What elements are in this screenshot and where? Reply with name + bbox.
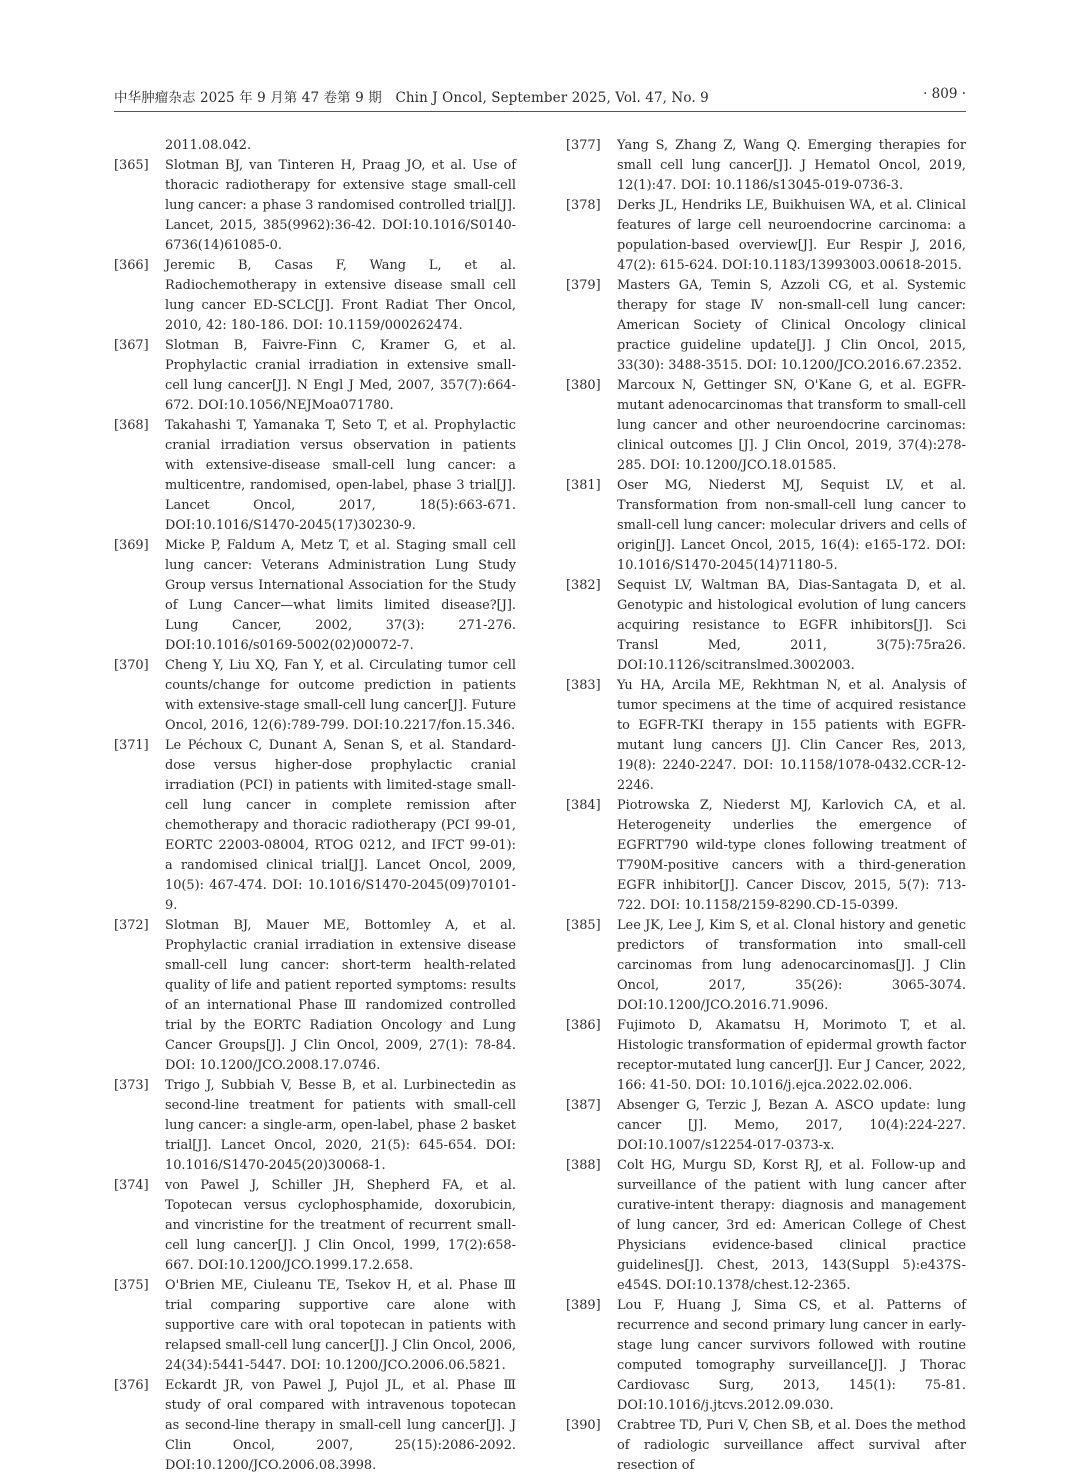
reference-item — [566, 796, 966, 916]
reference-item — [114, 416, 516, 536]
reference-number: [382] — [566, 578, 601, 593]
reference-text: von Pawel J, Schiller JH, Shepherd FA, et al. Topotecan versus cyclophosphamide, doxorubicin, and vincristine for the treatment of recurrent small-cell lung cancer[J]. J Clin Oncol, 1999, 17(2):658-667. DOI:10.1200/JCO.1999.17.2.658. — [165, 1178, 516, 1273]
reference-number: [380] — [566, 378, 601, 393]
reference-item — [114, 256, 516, 336]
reference-item — [114, 1376, 516, 1476]
reference-text: 2011.08.042. — [165, 138, 252, 153]
reference-column-left — [114, 136, 516, 1476]
reference-number: [384] — [566, 798, 601, 813]
reference-number: [388] — [566, 1158, 601, 1173]
reference-item — [114, 1176, 516, 1276]
reference-text: Oser MG, Niederst MJ, Sequist LV, et al. Transformation from non-small-cell lung cancer to small-cell lung cancer: molecular drivers and cells of origin[J]. Lancet Oncol, 2015, 16(4): e165-172. DOI: 10.1016/S1470-2045(14)71180-5. — [617, 478, 966, 573]
reference-item — [566, 916, 966, 1016]
reference-number: [379] — [566, 278, 601, 293]
reference-text: Le Péchoux C, Dunant A, Senan S, et al. Standard-dose versus higher-dose prophylactic cranial irradiation (PCI) in patients with limited-stage small-cell lung cancer in complete remission after chemotherapy and thoracic radiotherapy (PCI 99-01, EORTC 22003-08004, RTOG 0212, and IFCT 99-01): a randomised clinical trial[J]. Lancet Oncol, 2009, 10(5): 467-474. DOI: 10.1016/S1470-2045(09)70101-9. — [165, 738, 516, 913]
reference-item — [114, 736, 516, 916]
reference-number: [372] — [114, 918, 149, 933]
reference-item — [566, 276, 966, 376]
running-header — [114, 86, 966, 110]
reference-item — [566, 1296, 966, 1416]
reference-text: Micke P, Faldum A, Metz T, et al. Staging small cell lung cancer: Veterans Administration Lung Study Group versus International Association for the Study of Lung Cancer—what limits limited disease?[J]. Lung Cancer, 2002, 37(3): 271-276. DOI:10.1016/s0169-5002(02)00072-7. — [165, 538, 516, 653]
reference-item — [566, 676, 966, 796]
reference-item — [114, 536, 516, 656]
reference-number: [373] — [114, 1078, 149, 1093]
reference-text: Yu HA, Arcila ME, Rekhtman N, et al. Analysis of tumor specimens at the time of acquired resistance to EGFR-TKI therapy in 155 patients with EGFR-mutant lung cancers [J]. Clin Cancer Res, 2013, 19(8): 2240-2247. DOI: 10.1158/1078-0432.CCR-12-2246. — [617, 678, 966, 793]
header-rule — [114, 111, 966, 112]
reference-item — [114, 1276, 516, 1376]
reference-text: Fujimoto D, Akamatsu H, Morimoto T, et al. Histologic transformation of epidermal growth factor receptor-mutated lung cancer[J]. Eur J Cancer, 2022, 166: 41-50. DOI: 10.1016/j.ejca.2022.02.006. — [617, 1018, 966, 1093]
reference-number: [386] — [566, 1018, 601, 1033]
reference-text: Marcoux N, Gettinger SN, O'Kane G, et al. EGFR-mutant adenocarcinomas that transform to small-cell lung cancer and other neuroendocrine carcinomas: clinical outcomes [J]. J Clin Oncol, 2019, 37(4):278-285. DOI: 10.1200/JCO.18.01585. — [617, 378, 966, 473]
reference-text: Eckardt JR, von Pawel J, Pujol JL, et al. Phase Ⅲ study of oral compared with intravenous topotecan as second-line therapy in small-cell lung cancer[J]. J Clin Oncol, 2007, 25(15):2086-2092. DOI:10.1200/JCO.2006.08.3998. — [165, 1378, 516, 1473]
reference-item — [114, 916, 516, 1076]
reference-text: Masters GA, Temin S, Azzoli CG, et al. Systemic therapy for stage Ⅳ non-small-cell lung cancer: American Society of Clinical Oncology clinical practice guideline update[J]. J Clin Oncol, 2015, 33(30): 3488-3515. DOI: 10.1200/JCO.2016.67.2352. — [617, 278, 966, 373]
reference-text: Piotrowska Z, Niederst MJ, Karlovich CA, et al. Heterogeneity underlies the emergence of EGFRT790 wild-type clones following treatment of T790M-positive cancers with a third-generation EGFR inhibitor[J]. Cancer Discov, 2015, 5(7): 713-722. DOI: 10.1158/2159-8290.CD-15-0399. — [617, 798, 966, 913]
reference-item — [114, 656, 516, 736]
reference-number: [390] — [566, 1418, 601, 1433]
reference-item — [114, 156, 516, 256]
reference-number: [378] — [566, 198, 601, 213]
reference-number: [385] — [566, 918, 601, 933]
reference-number: [389] — [566, 1298, 601, 1313]
reference-item — [566, 1096, 966, 1156]
reference-item — [566, 1416, 966, 1476]
reference-text: Absenger G, Terzic J, Bezan A. ASCO update: lung cancer [J]. Memo, 2017, 10(4):224-227. DOI:10.1007/s12254-017-0373-x. — [617, 1098, 966, 1153]
reference-text: Jeremic B, Casas F, Wang L, et al. Radiochemotherapy in extensive disease small cell lung cancer ED-SCLC[J]. Front Radiat Ther Oncol, 2010, 42: 180-186. DOI: 10.1159/000262474. — [165, 258, 516, 333]
reference-item — [566, 576, 966, 676]
reference-item — [566, 136, 966, 196]
reference-text: O'Brien ME, Ciuleanu TE, Tsekov H, et al. Phase Ⅲ trial comparing supportive care alone with supportive care with oral topotecan in patients with relapsed small-cell lung cancer[J]. J Clin Oncol, 2006, 24(34):5441-5447. DOI: 10.1200/JCO.2006.06.5821. — [165, 1278, 516, 1373]
reference-text: Crabtree TD, Puri V, Chen SB, et al. Does the method of radiologic surveillance affect survival after resection of — [617, 1418, 966, 1473]
reference-item — [114, 136, 516, 156]
reference-item — [566, 476, 966, 576]
reference-number: [371] — [114, 738, 149, 753]
reference-text: Derks JL, Hendriks LE, Buikhuisen WA, et al. Clinical features of large cell neuroendocrine carcinoma: a population-based overview[J]. Eur Respir J, 2016, 47(2): 615-624. DOI:10.1183/13993003.00618-2015. — [617, 198, 966, 273]
reference-item — [566, 1016, 966, 1096]
reference-text: Takahashi T, Yamanaka T, Seto T, et al. Prophylactic cranial irradiation versus observation in patients with extensive-disease small-cell lung cancer: a multicentre, randomised, open-label, phase 3 trial[J]. Lancet Oncol, 2017, 18(5):663-671. DOI:10.1016/S1470-2045(17)30230-9. — [165, 418, 516, 533]
reference-number: [381] — [566, 478, 601, 493]
reference-number: [368] — [114, 418, 149, 433]
reference-text: Lou F, Huang J, Sima CS, et al. Patterns of recurrence and second primary lung cancer in early-stage lung cancer survivors followed with routine computed tomography surveillance[J]. J Thorac Cardiovasc Surg, 2013, 145(1): 75-81. DOI:10.1016/j.jtcvs.2012.09.030. — [617, 1298, 966, 1413]
reference-text: Cheng Y, Liu XQ, Fan Y, et al. Circulating tumor cell counts/change for outcome prediction in patients with extensive-stage small-cell lung cancer[J]. Future Oncol, 2016, 12(6):789-799. DOI:10.2217/fon.15.346. — [165, 658, 516, 733]
reference-text: Sequist LV, Waltman BA, Dias-Santagata D, et al. Genotypic and histological evolution of lung cancers acquiring resistance to EGFR inhibitors[J]. Sci Transl Med, 2011, 3(75):75ra26. DOI:10.1126/scitranslmed.3002003. — [617, 578, 966, 673]
reference-text: Slotman BJ, van Tinteren H, Praag JO, et al. Use of thoracic radiotherapy for extensive stage small-cell lung cancer: a phase 3 randomised controlled trial[J]. Lancet, 2015, 385(9962):36-42. DOI:10.1016/S0140-6736(14)61085-0. — [165, 158, 516, 253]
reference-number: [375] — [114, 1278, 149, 1293]
reference-number: [366] — [114, 258, 149, 273]
reference-text: Trigo J, Subbiah V, Besse B, et al. Lurbinectedin as second-line treatment for patients with small-cell lung cancer: a single-arm, open-label, phase 2 basket trial[J]. Lancet Oncol, 2020, 21(5): 645-654. DOI: 10.1016/S1470-2045(20)30068-1. — [165, 1078, 516, 1173]
reference-item — [114, 1076, 516, 1176]
reference-number: [377] — [566, 138, 601, 153]
reference-text: Colt HG, Murgu SD, Korst RJ, et al. Follow-up and surveillance of the patient with lung cancer after curative-intent therapy: diagnosis and management of lung cancer, 3rd ed: American College of Chest Physicians evidence-based clinical practice guidelines[J]. Chest, 2013, 143(Suppl 5):e437S-e454S. DOI:10.1378/chest.12-2365. — [617, 1158, 966, 1293]
reference-item — [566, 376, 966, 476]
reference-number: [383] — [566, 678, 601, 693]
reference-item — [114, 336, 516, 416]
reference-number: [365] — [114, 158, 149, 173]
reference-number: [376] — [114, 1378, 149, 1393]
reference-text: Slotman B, Faivre-Finn C, Kramer G, et al. Prophylactic cranial irradiation in extensive small-cell lung cancer[J]. N Engl J Med, 2007, 357(7):664-672. DOI:10.1056/NEJMoa071780. — [165, 338, 516, 413]
reference-item — [566, 196, 966, 276]
reference-column-right — [566, 136, 966, 1476]
reference-number: [387] — [566, 1098, 601, 1113]
reference-number: [367] — [114, 338, 149, 353]
reference-number: [370] — [114, 658, 149, 673]
reference-item — [566, 1156, 966, 1296]
reference-text: Lee JK, Lee J, Kim S, et al. Clonal history and genetic predictors of transformation into small-cell carcinomas from lung adenocarcinomas[J]. J Clin Oncol, 2017, 35(26): 3065-3074. DOI:10.1200/JCO.2016.71.9096. — [617, 918, 966, 1013]
page-number: · 809 · — [923, 86, 966, 102]
reference-number: [374] — [114, 1178, 149, 1193]
journal-citation: 中华肿瘤杂志 2025 年 9 月第 47 卷第 9 期 Chin J Oncol, September 2025, Vol. 47, No. 9 — [114, 90, 709, 106]
reference-text: Yang S, Zhang Z, Wang Q. Emerging therapies for small cell lung cancer[J]. J Hematol Oncol, 2019, 12(1):47. DOI: 10.1186/s13045-019-0736-3. — [617, 138, 966, 193]
reference-text: Slotman BJ, Mauer ME, Bottomley A, et al. Prophylactic cranial irradiation in extensive disease small-cell lung cancer: short-term health-related quality of life and patient reported symptoms: results of an international Phase Ⅲ randomized controlled trial by the EORTC Radiation Oncology and Lung Cancer Groups[J]. J Clin Oncol, 2009, 27(1): 78-84. DOI: 10.1200/JCO.2008.17.0746. — [165, 918, 516, 1073]
reference-number: [369] — [114, 538, 149, 553]
